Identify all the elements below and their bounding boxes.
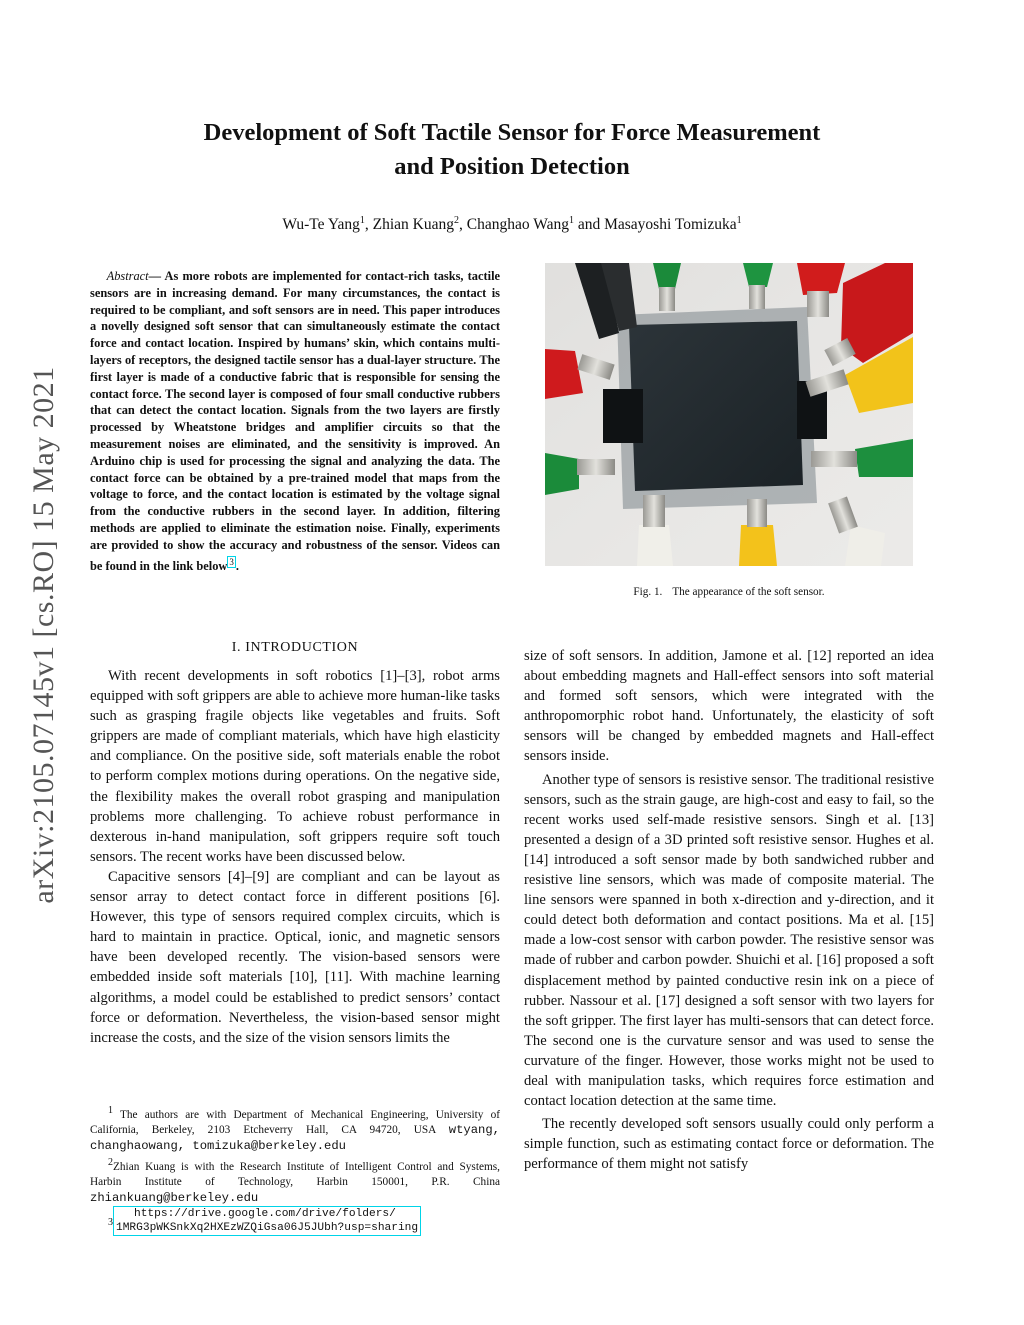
footnote-text: Zhian Kuang is with the Research Institute of Intelligent Control and Systems, Harbin Institute of Technology, Harbin 150001, P.R. China — [90, 1160, 500, 1188]
clip-white-bottom — [637, 525, 673, 566]
footnote-mark: 3 — [108, 1217, 113, 1229]
author-name: Masayoshi Tomizuka — [604, 216, 737, 234]
footnote-1 — [90, 1103, 500, 1155]
footnote-3 — [90, 1206, 500, 1236]
video-link-ref[interactable]: 3 — [229, 556, 234, 567]
title-line-1: Development of Soft Tactile Sensor for Force Measurement — [203, 119, 821, 146]
abstract-text: As more robots are implemented for contact-rich tasks, tactile sensors are in increasing demand. For many circumstances, the contact is required to be compliant, and soft sensors are in need. This paper introduces a novelly designed soft sensor that can simultaneously estimate the contact force and contact location. Inspired by humans’ skin, which contains multi-layers of receptors, the designed tactile sensor has a dual-layer structure. The first layer is made of a conductive fabric that is responsible for sensing the contact force. The second layer is composed of four small conductive rubbers that can detect the contact location. Signals from the two layers are firstly processed by Wheatstone bridges and amplifier circuits so that the measurement noises are eliminated, and the sensitivity is improved. An Arduino chip is used for processing the signal and analyzing the data. The contact force can be obtained by a pre-trained model that maps from the voltage to force, and the contact location is estimated by the voltage signal from the conductive rubbers in the second layer. In addition, filtering methods are applied to eliminate the estimation noise. Finally, experiments are provided to show the accuracy and robustness of the sensor. Videos can be found in the link below — [90, 269, 501, 573]
footnote-mark: 1 — [108, 1105, 113, 1116]
tape-left — [603, 389, 643, 443]
section-number: I. — [231, 640, 242, 655]
url-line-2: 1MRG3pWKSnkXq2HXEzWZQiGsa06J5JUbh?usp=sharing — [116, 1222, 419, 1235]
conductive-pad — [629, 321, 803, 491]
paragraph: Another type of sensors is resistive sensor. The traditional resistive sensors, such as the strain gauge, are high-cost and easy to fail, so the recent works used self-made resistive sensors. Singh et al. [13] presented a design of a 3D printed soft resistive sensor. Hughes et al. [14] introduced a soft sensor made by both sandwiched rubber and resistive line sensors, which was made of composite material. The line sensors were spanned in both x-direction and y-direction, and it could detect both deformation and contact positions. Ma et al. [15] made a low-cost sensor with carbon powder. The resistive sensor was made of rubber and carbon powder. Shuichi et al. [16] proposed a soft displacement method by painted conductive resin ink on a piece of rubber. Nassour et al. [17] designed a soft sensor with two layers for the soft gripper. The first layer has multi-sensors that can detect force. The second one is the curvature sensor and was used to sense the curvature of the finger. However, those works might not be used to deal with manipulation tasks, which requires force estimation and contact location detection at the same time. — [524, 771, 934, 1110]
abstract-dash: — — [148, 269, 165, 283]
footnote-text: The authors are with Department of Mechanical Engineering, University of California, Berkeley, 2103 Etcheverry Hall, CA 94720, USA — [90, 1108, 501, 1137]
clip-green-left — [545, 453, 579, 495]
author-separator: , — [364, 216, 373, 234]
figure-label: Fig. 1. — [633, 586, 663, 598]
footnote-email: zhiankuang@berkeley.edu — [90, 1190, 259, 1205]
author-separator: and — [573, 216, 605, 234]
url-line-1: https://drive.google.com/drive/folders/ — [134, 1208, 396, 1221]
section-title: INTRODUCTION — [245, 640, 359, 655]
video-url-link[interactable] — [113, 1206, 421, 1236]
paper-title — [100, 116, 924, 184]
arxiv-stamp: arXiv:2105.07145v1 [cs.RO] 15 May 2021 — [27, 366, 60, 904]
paragraph: With recent developments in soft robotics [1]–[3], robot arms equipped with soft grippers are able to achieve more human-like tasks such as grasping fragile objects like vegetables and fruits. Soft grippers are made of compliant materials, which have high elasticity and compliance. On the positive side, soft materials enable the robot to perform complex motions during operations. On the negative side, the flexibility makes the overall robot grasping and manipulation problems more challenging. To achieve robust performance in dexterous in-hand manipulation, soft grippers require soft touch sensors. The recent works have been discussed below. — [90, 668, 500, 865]
sensor-photo — [545, 263, 913, 566]
figure-caption — [524, 584, 934, 600]
footnote-email: wtyang, changhaowang, tomizuka@berkeley.edu — [90, 1123, 500, 1153]
author-name: Wu-Te Yang — [282, 216, 360, 234]
author-affiliation: 1 — [568, 215, 574, 226]
author-affiliation: 2 — [454, 215, 459, 226]
author-affiliation: 1 — [736, 215, 742, 226]
abstract-label: Abstract — [106, 269, 149, 283]
author-separator: , — [459, 216, 467, 234]
abstract — [90, 268, 500, 574]
author-affiliation: 1 — [359, 215, 365, 226]
left-column — [90, 666, 500, 1048]
author-name: Zhian Kuang — [372, 216, 454, 234]
figure-caption-text: The appearance of the soft sensor. — [672, 586, 825, 598]
title-line-2: and Position Detection — [394, 153, 630, 180]
right-column — [524, 646, 934, 1174]
author-name: Changhao Wang — [466, 216, 569, 234]
clip-yellow-bottom — [739, 525, 777, 566]
footnote-2 — [90, 1155, 500, 1207]
paragraph: size of soft sensors. In addition, Jamone et al. [12] reported an idea about embedding magnets and Hall-effect sensors into soft material and formed soft sensors, which were integrated with the anthropomorphic robot hand. Unfortunately, the elasticity of soft sensors will be changed by embedded magnets and Hall-effect sensors inside. — [524, 648, 934, 765]
abstract-end: . — [235, 558, 239, 573]
author-list — [100, 210, 924, 236]
paragraph: The recently developed soft sensors usually could only perform a simple function, such as estimating contact force or deformation. The performance of them might not satisfy — [524, 1116, 934, 1173]
footnotes — [90, 1103, 500, 1236]
paragraph: Capacitive sensors [4]–[9] are compliant and can be layout as sensor array to detect contact force in different positions [6]. However, this type of sensors required complex circuits, which is hard to maintain in practice. Optical, ionic, and magnetic sensors have been developed recently. The vision-based sensors were embedded inside soft materials [10], [11]. With machine learning algorithms, a model could be established to predict sensors’ contact force or deformation. Nevertheless, the vision-based sensor might increase the costs, and the size of the vision sensors limits the — [90, 868, 500, 1046]
section-heading — [90, 638, 500, 658]
footnote-mark: 2 — [108, 1156, 113, 1168]
